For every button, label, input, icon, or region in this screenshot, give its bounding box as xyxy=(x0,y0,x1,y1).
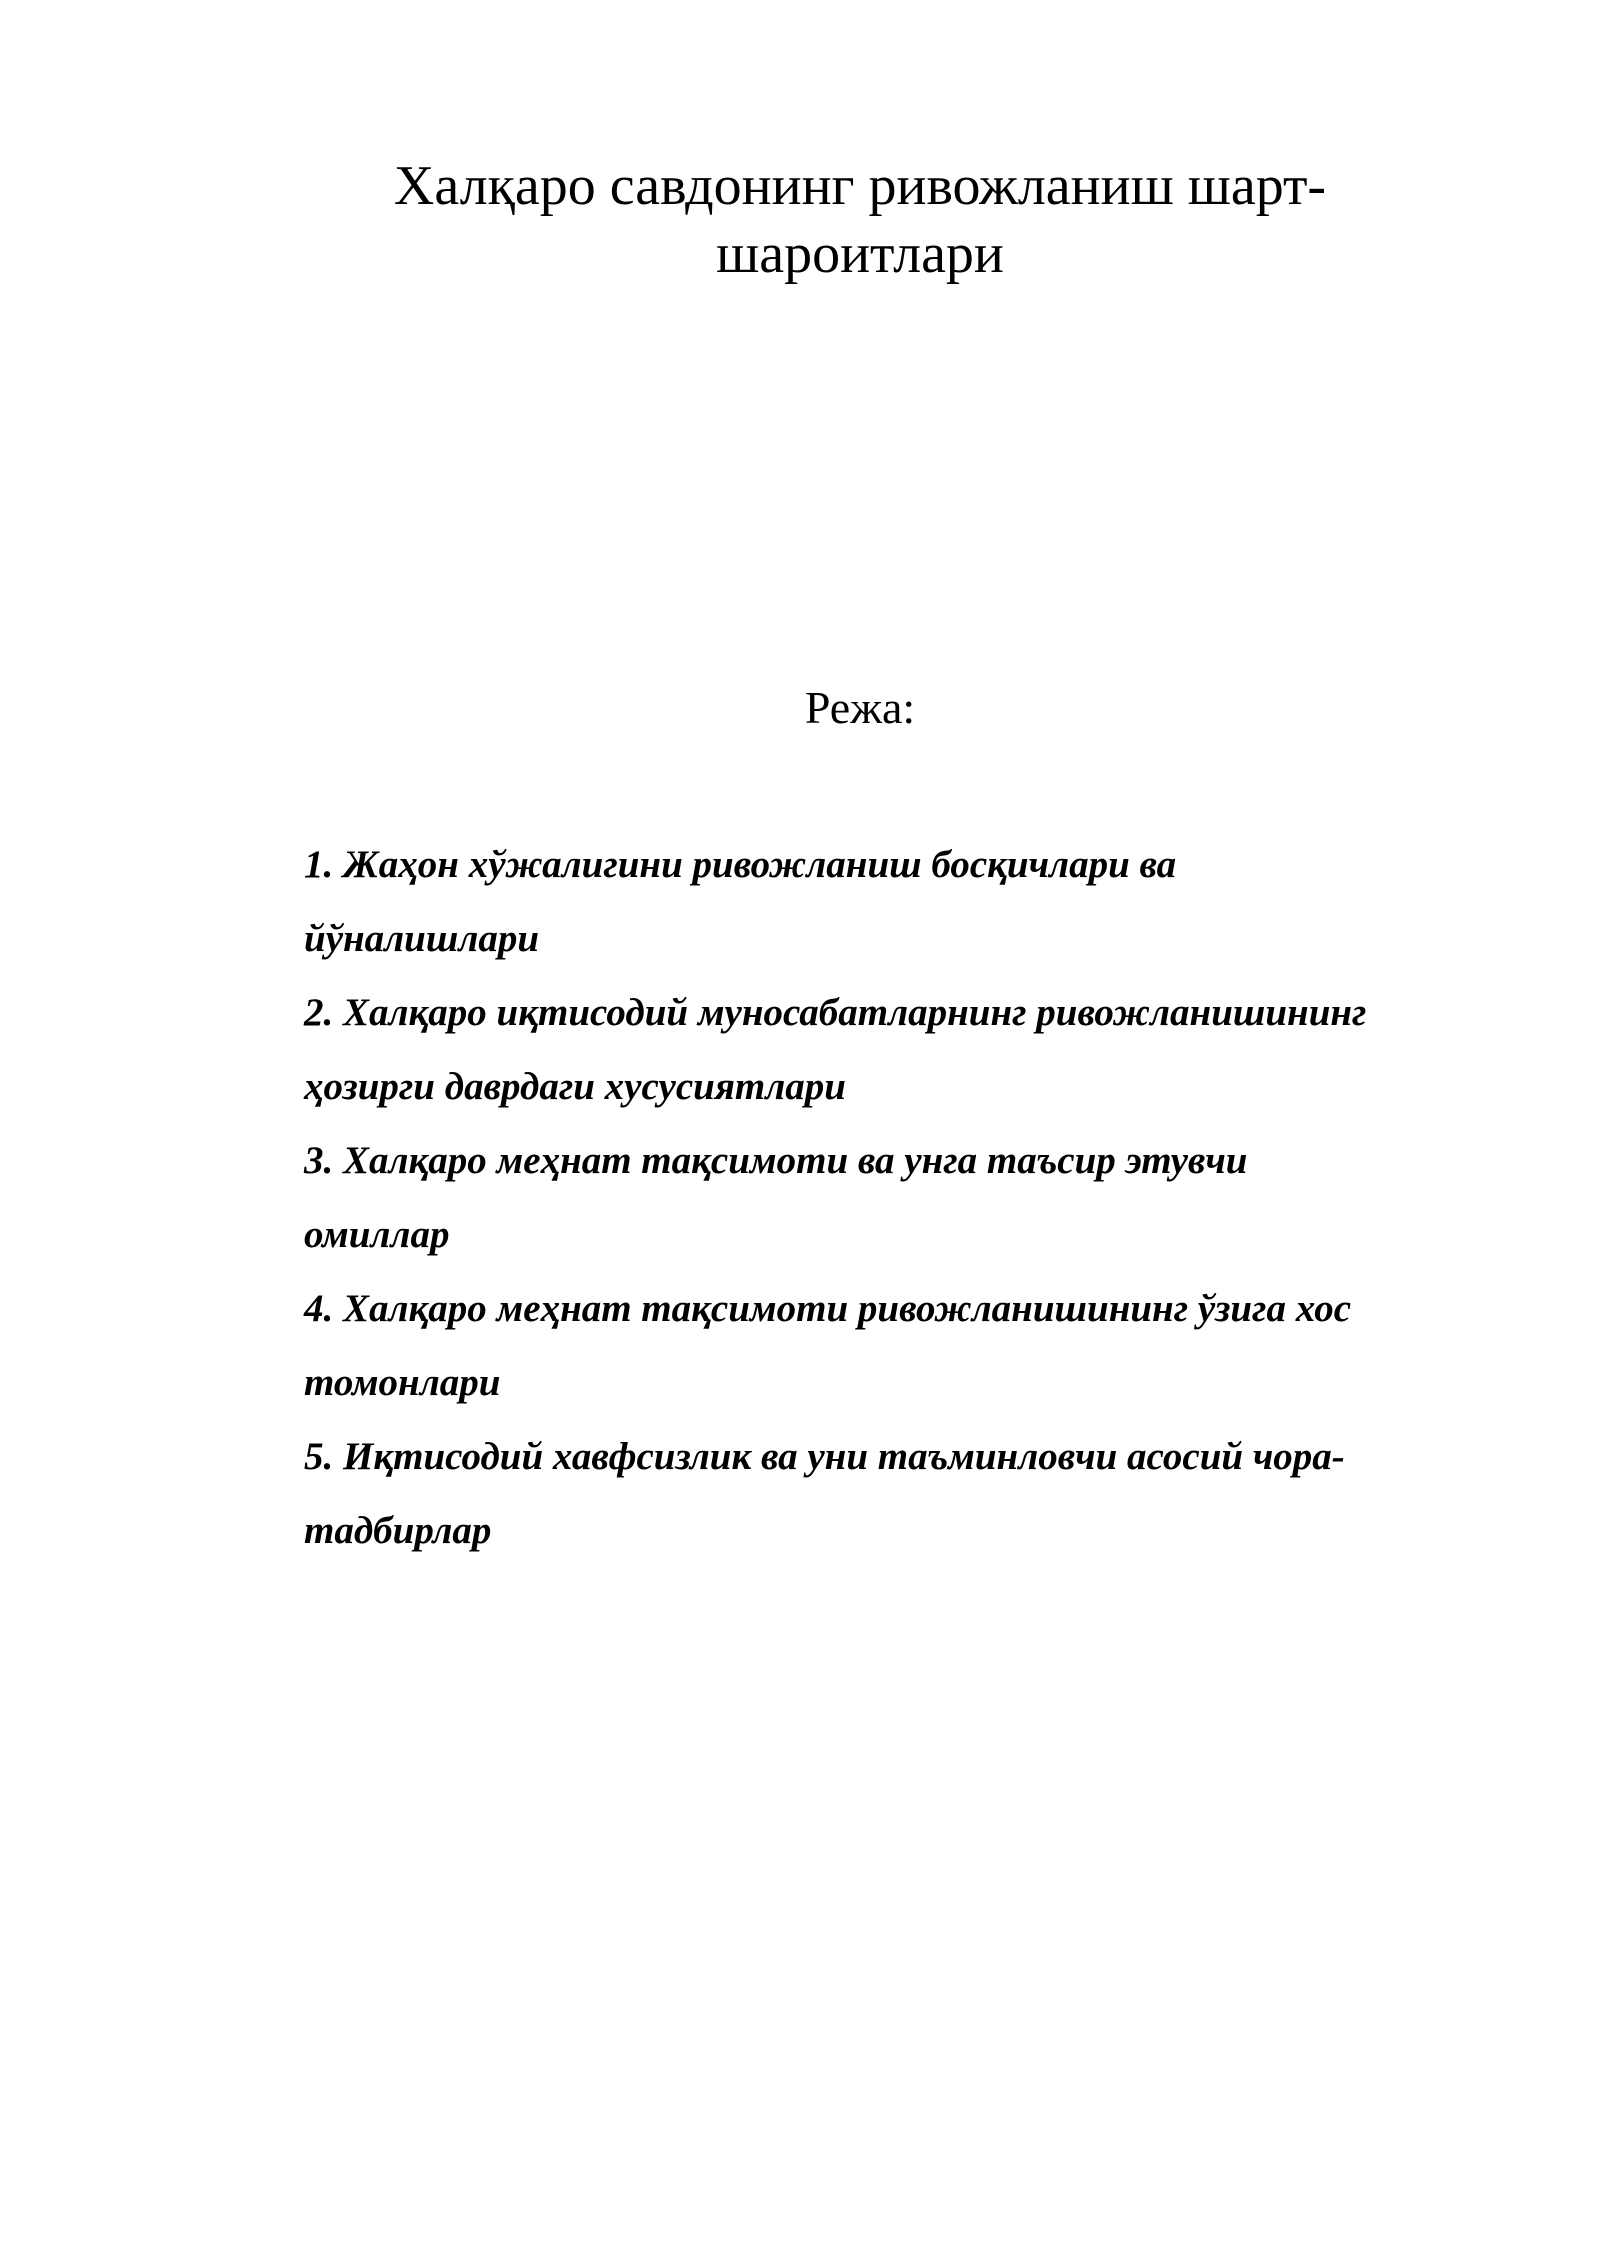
plan-list xyxy=(304,828,1504,1568)
plan-item xyxy=(304,1272,1504,1420)
plan-item-line: 5. Иқтисодий хавфсизлик ва уни таъминловчи асосий чора- xyxy=(304,1435,1345,1478)
plan-item-line: 3. Халқаро меҳнат тақсимоти ва унга таъсир этувчи xyxy=(304,1139,1248,1182)
plan-item-line: ҳозирги даврдаги хусусиятлари xyxy=(304,1065,846,1108)
plan-item xyxy=(304,1124,1504,1272)
plan-item-line: йўналишлари xyxy=(304,917,540,960)
plan-item-line: томонлари xyxy=(304,1361,501,1404)
plan-item xyxy=(304,1420,1504,1568)
document-title-line-2: шароитлари xyxy=(716,223,1004,285)
plan-item xyxy=(304,828,1504,976)
plan-item-line: 1. Жаҳон хўжалигини ривожланиш босқичлари ва xyxy=(304,843,1177,886)
document-title-line-1: Халқаро савдонинг ривожланиш шарт- xyxy=(393,155,1327,217)
document-title xyxy=(330,152,1390,288)
plan-item-line: тадбирлар xyxy=(304,1509,492,1552)
plan-heading: Режа: xyxy=(804,682,916,733)
plan-item-line: 4. Халқаро меҳнат тақсимоти ривожланишининг ўзига хос xyxy=(304,1287,1352,1330)
plan-item-line: 2. Халқаро иқтисодий муносабатларнинг ривожланишининг xyxy=(304,991,1367,1034)
plan-item-line: омиллар xyxy=(304,1213,450,1256)
plan-item xyxy=(304,976,1504,1124)
